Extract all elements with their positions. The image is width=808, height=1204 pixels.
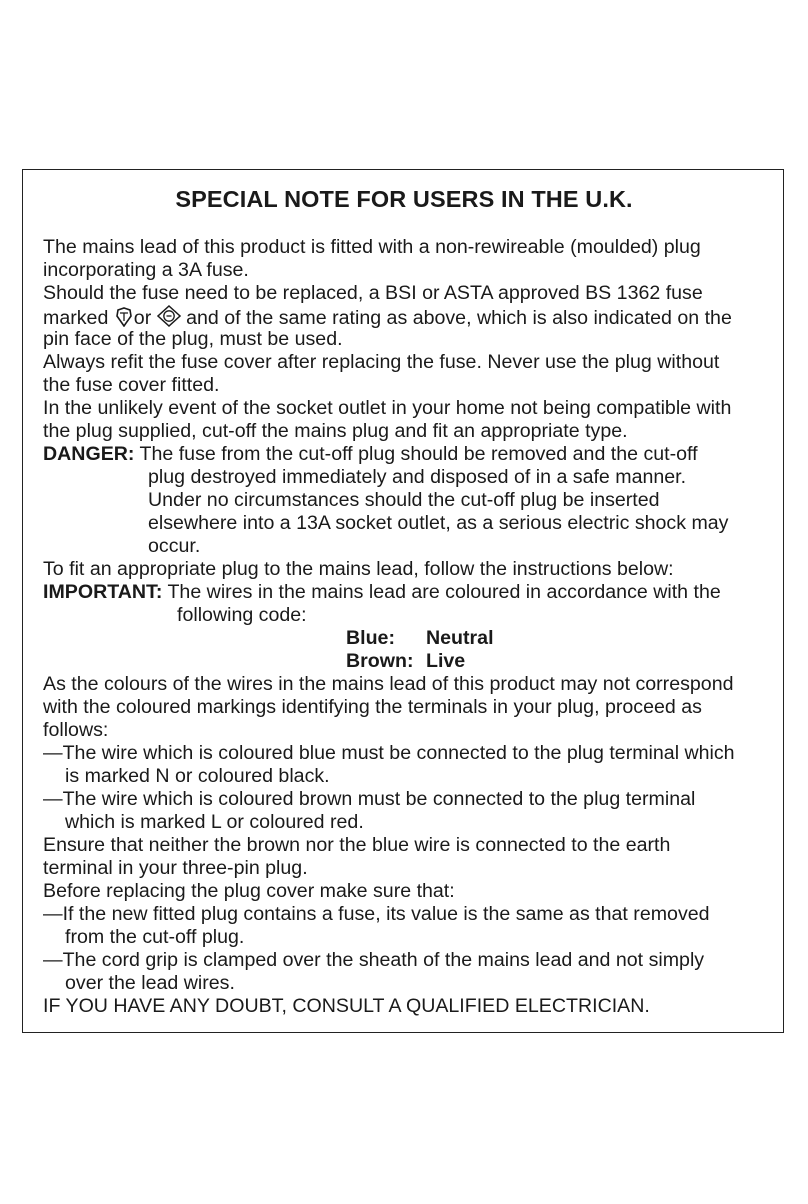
danger-label: DANGER: (43, 443, 135, 465)
danger-line: plug destroyed immediately and disposed of in a safe manner. (148, 466, 687, 488)
paragraph-fragment: marked (43, 307, 109, 329)
list-item: —The cord grip is clamped over the sheath of the mains lead and not simply (43, 949, 705, 971)
list-item-continuation: is marked N or coloured black. (65, 765, 330, 787)
colour-value: Neutral (426, 627, 494, 649)
paragraph-line: Should the fuse need to be replaced, a BSI or ASTA approved BS 1362 fuse (43, 282, 703, 304)
danger-line: Under no circumstances should the cut-off plug be inserted (148, 489, 660, 511)
colour-code-row (346, 627, 494, 650)
important-line: following code: (177, 604, 307, 626)
list-item: —The wire which is coloured blue must be connected to the plug terminal which (43, 742, 735, 764)
colour-key: Brown: (346, 650, 414, 672)
list-item-continuation: from the cut-off plug. (65, 926, 245, 948)
danger-line: elsewhere into a 13A socket outlet, as a serious electric shock may (148, 512, 729, 534)
paragraph-line: the plug supplied, cut-off the mains plug and fit an appropriate type. (43, 420, 628, 442)
paragraph-line: follows: (43, 719, 109, 741)
list-item-continuation: which is marked L or coloured red. (65, 811, 364, 833)
colour-value: Live (426, 650, 466, 672)
paragraph-line: Ensure that neither the brown nor the blue wire is connected to the earth (43, 834, 671, 856)
paragraph-fragment: or (133, 307, 152, 329)
paragraph-line: In the unlikely event of the socket outlet in your home not being compatible with (43, 397, 732, 419)
list-item-continuation: over the lead wires. (65, 972, 235, 994)
paragraph-line: with the coloured markings identifying the terminals in your plug, proceed as (43, 696, 702, 718)
paragraph-line: Always refit the fuse cover after replacing the fuse. Never use the plug without (43, 351, 720, 373)
paragraph-line: pin face of the plug, must be used. (43, 328, 343, 350)
important-text: The wires in the mains lead are coloured in accordance with the (167, 581, 721, 603)
list-item: —The wire which is coloured brown must be connected to the plug terminal (43, 788, 696, 810)
danger-line: occur. (148, 535, 201, 557)
paragraph-line: The mains lead of this product is fitted with a non-rewireable (moulded) plug (43, 236, 701, 258)
important-line (43, 581, 721, 604)
paragraph-line: To fit an appropriate plug to the mains lead, follow the instructions below: (43, 558, 674, 580)
danger-text: The fuse from the cut-off plug should be removed and the cut-off (139, 443, 698, 465)
paragraph-fragment: and of the same rating as above, which is also indicated on the (186, 307, 732, 329)
danger-line (43, 443, 698, 466)
important-label: IMPORTANT: (43, 581, 163, 603)
colour-code-row (346, 650, 465, 673)
page-title: SPECIAL NOTE FOR USERS IN THE U.K. (175, 186, 633, 212)
paragraph-line: the fuse cover fitted. (43, 374, 220, 396)
list-item: —If the new fitted plug contains a fuse, its value is the same as that removed (43, 903, 710, 925)
closing-warning: IF YOU HAVE ANY DOUBT, CONSULT A QUALIFIED ELECTRICIAN. (43, 995, 650, 1017)
paragraph-line: incorporating a 3A fuse. (43, 259, 249, 281)
paragraph-line: terminal in your three-pin plug. (43, 857, 308, 879)
paragraph-line: As the colours of the wires in the mains lead of this product may not correspond (43, 673, 734, 695)
colour-key: Blue: (346, 627, 395, 649)
paragraph-line: Before replacing the plug cover make sure that: (43, 880, 455, 902)
